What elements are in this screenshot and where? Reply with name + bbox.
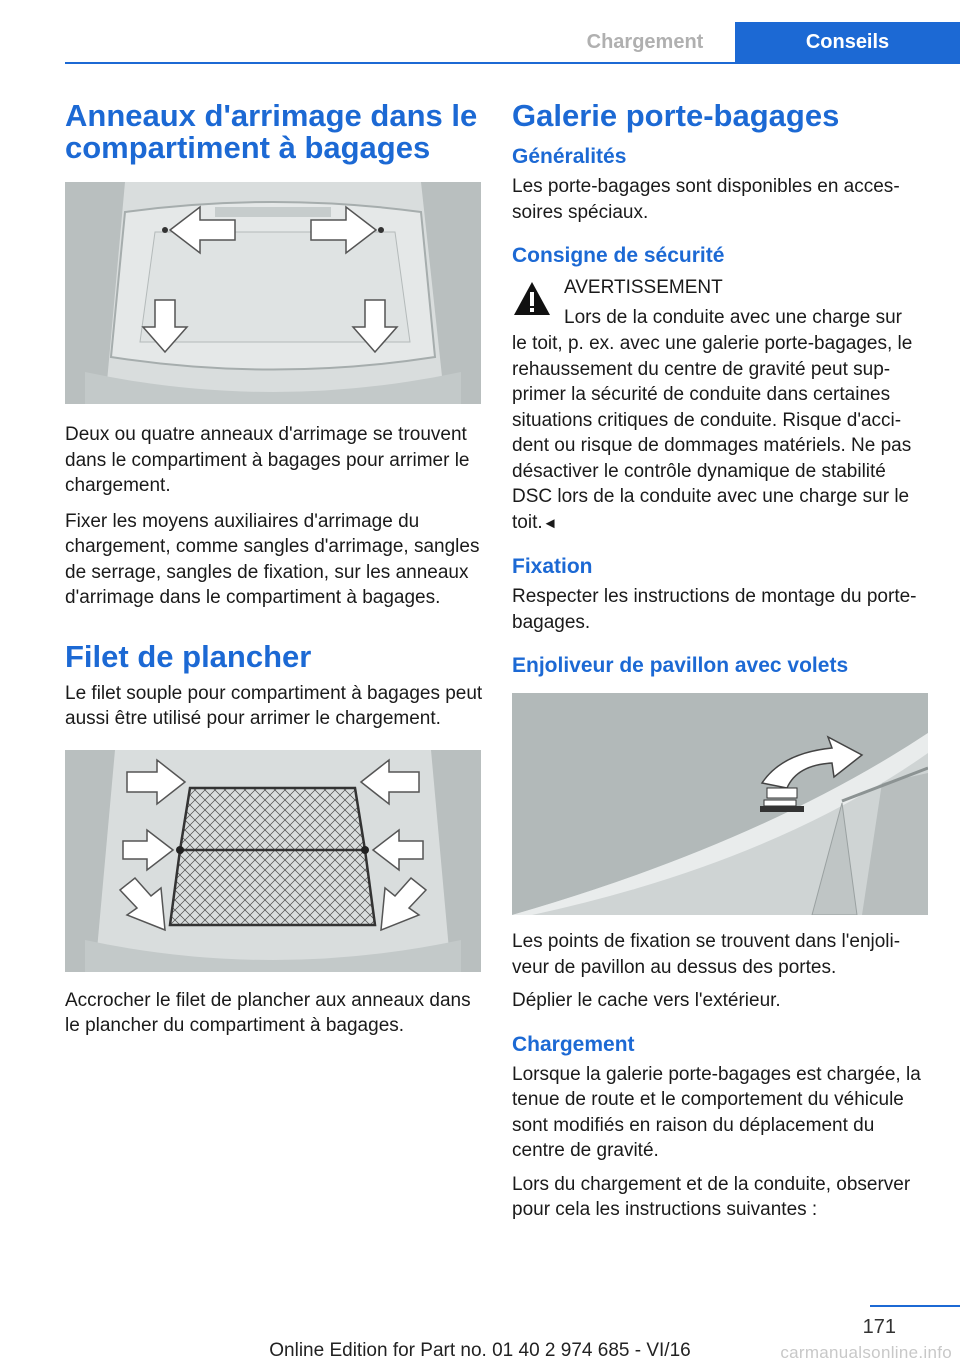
floor-net-image <box>65 750 481 972</box>
para-lashing-eyes-usage: Fixer les moyens auxiliaires d'arrimage du chargement, comme sangles d'arrimage, sangles de serrage, sangles de fixation, sur les anneaux d'arrimage dans le compartiment à bagages. <box>65 510 480 608</box>
watermark: carmanualsonline.info <box>780 1343 952 1362</box>
header-rule <box>65 62 960 64</box>
subheading-consigne: Consigne de sécurité <box>512 244 725 267</box>
para-fixation-points: Les points de fixation se trouvent dans l'enjoliveur de pavillon au dessus des portes. <box>512 931 901 978</box>
para-chargement-instructions: Lors du chargement et de la conduite, observer pour cela les instructions suivantes : <box>512 1173 911 1220</box>
warning-first-line: Lors de la conduite avec une charge sur <box>564 307 902 328</box>
footer-rule <box>870 1305 960 1307</box>
page-header <box>555 22 960 62</box>
header-section-label: Chargement <box>586 31 704 53</box>
para-generalites: Les porte-bagages sont disponibles en accessoires spéciaux. <box>512 176 900 223</box>
subheading-fixation: Fixation <box>512 555 593 578</box>
page-number: 171 <box>862 1316 896 1338</box>
subheading-generalites: Généralités <box>512 145 627 168</box>
end-mark: ◄ <box>542 514 558 532</box>
edition-line: Online Edition for Part no. 01 40 2 974 685 - VI/16 <box>269 1340 691 1361</box>
heading-roof-rack: Galerie porte-bagages <box>512 98 840 133</box>
header-chapter-tab: Conseils <box>735 22 960 62</box>
trunk-lashing-eyes-image <box>65 182 481 404</box>
left-column <box>65 100 483 1039</box>
para-floor-net-intro: Le filet souple pour compartiment à bagages peut aussi être utilisé pour arrimer le chargement. <box>65 682 483 729</box>
para-unfold-cover: Déplier le cache vers l'extérieur. <box>512 990 781 1011</box>
para-chargement-effects: Lorsque la galerie porte-bagages est chargée, la tenue de route et le comportement du véhicule sont modifiés en raison du déplacement du centre de gravité. <box>512 1063 921 1161</box>
para-floor-net-hook: Accrocher le filet de plancher aux anneaux dans le plancher du compartiment à bagages. <box>65 989 471 1036</box>
subheading-enjoliveur: Enjoliveur de pavillon avec volets <box>512 654 849 677</box>
para-fixation: Respecter les instructions de montage du porte-bagages. <box>512 586 917 633</box>
warning-title: AVERTISSEMENT <box>564 277 723 298</box>
subheading-chargement: Chargement <box>512 1032 635 1056</box>
warning-text <box>512 331 930 536</box>
roof-trim-flaps-image <box>512 693 928 915</box>
para-lashing-eyes-count: Deux ou quatre anneaux d'arrimage se trouvent dans le compartiment à bagages pour arrimer le chargement. <box>65 424 470 496</box>
heading-lashing-eyes: Anneaux d'arrimage dans le compartiment à bagages <box>65 98 478 165</box>
warning-block <box>512 275 930 331</box>
right-column <box>512 100 930 1223</box>
warning-triangle-icon <box>512 279 552 319</box>
warning-body: le toit, p. ex. avec une galerie porte-bagages, le rehaussement du centre de gravité peut supprimer la sécurité de conduite dans certaines situations critiques de conduite. Risque d'accident ou risque de dommages matériels. Ne pas désactiver le contrôle dynamique de stabilité DSC lors de la conduite avec une charge sur le toit. <box>512 333 913 533</box>
heading-floor-net: Filet de plancher <box>65 638 312 674</box>
